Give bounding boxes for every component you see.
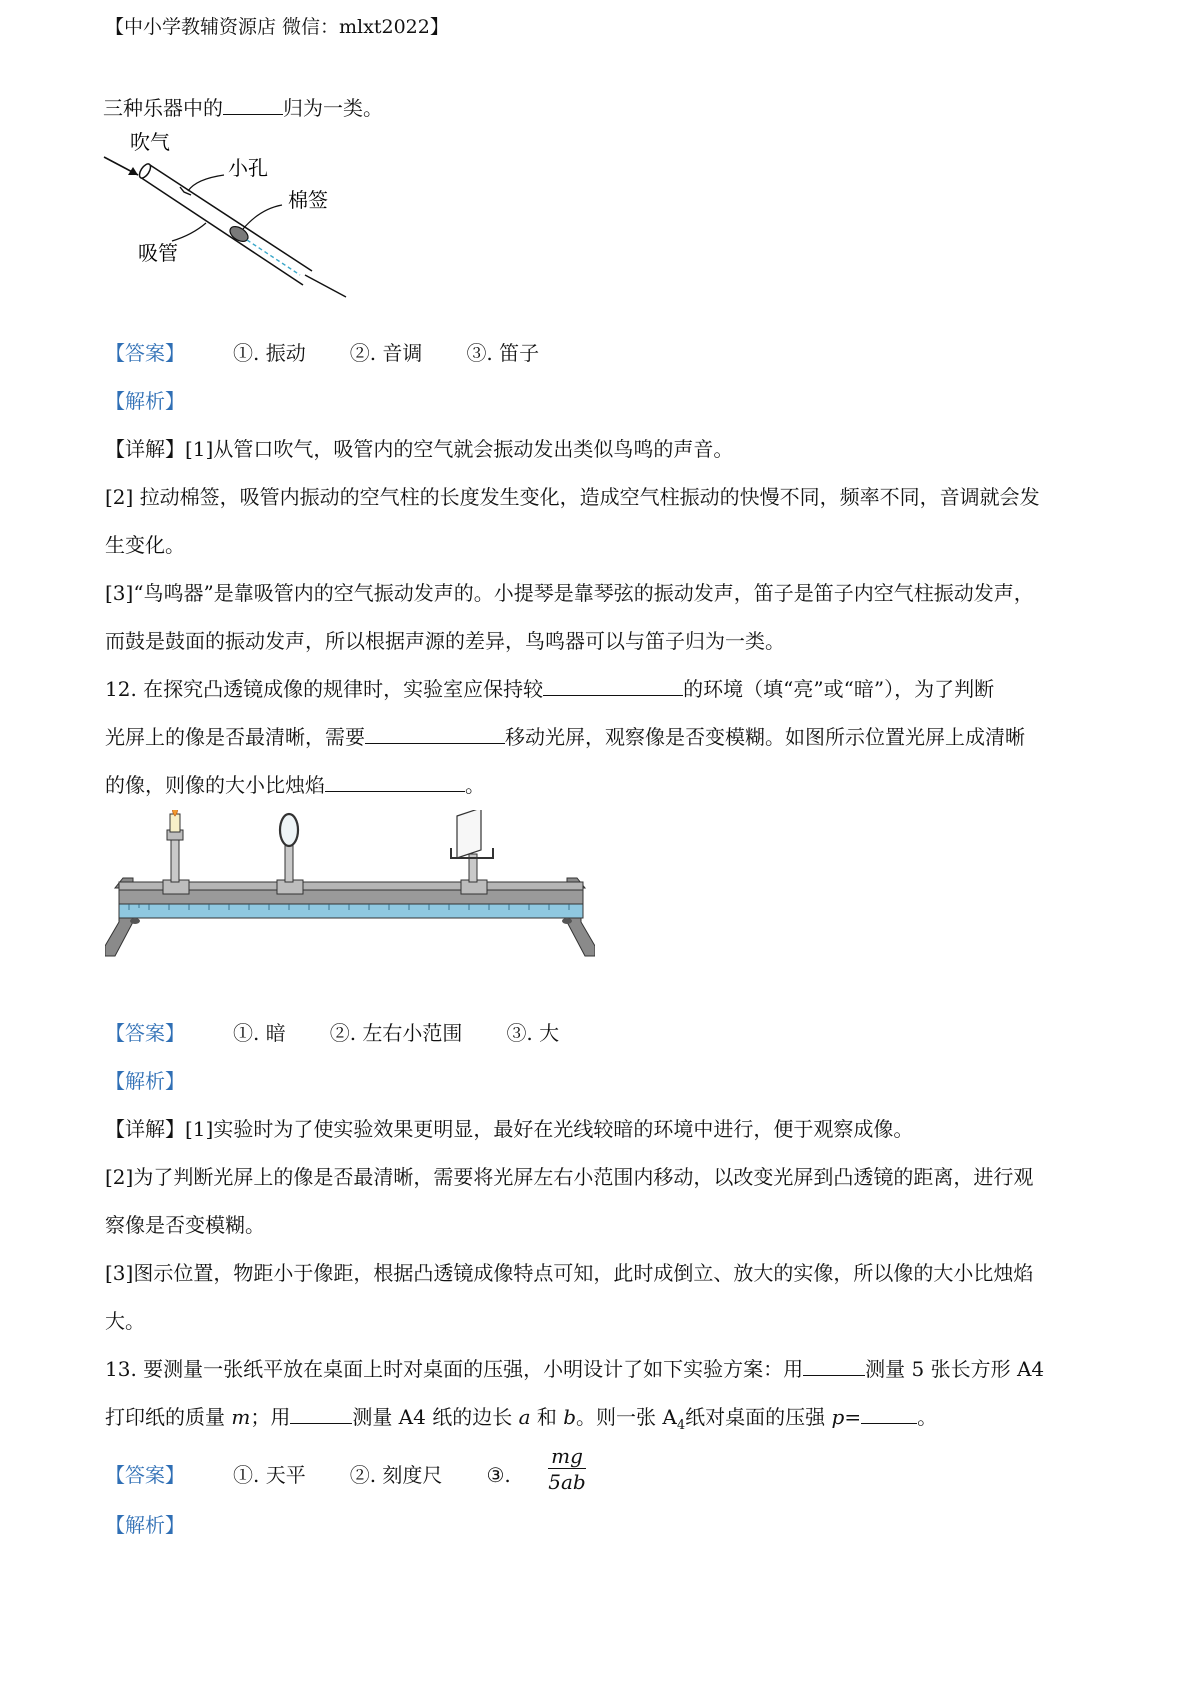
q11-detail-line: [3]“鸟鸣器”是靠吸管内的空气振动发声的。小提琴是靠琴弦的振动发声，笛子是笛子内空气柱振动发声，	[105, 581, 1034, 605]
answer-item: ③. 笛子	[466, 341, 540, 365]
label-straw: 吸管	[138, 241, 178, 265]
var-a: a	[518, 1405, 531, 1429]
q12-question-line	[105, 724, 1025, 750]
q12-detail-line: [2]为了判断光屏上的像是否最清晰，需要将光屏左右小范围内移动，以改变光屏到凸透镜的距离，进行观	[105, 1165, 1034, 1189]
answer-item: ①. 振动	[233, 341, 306, 365]
q12-text: 的环境（填“亮”或“暗”），为了判断	[683, 677, 995, 701]
q13-text: ；用	[250, 1405, 291, 1429]
bird-whistle-figure	[100, 125, 380, 315]
q13-text: 测量 5 张长方形 A4	[865, 1357, 1045, 1381]
q12-detail-line: 大。	[105, 1309, 145, 1333]
q13-text: 13. 要测量一张纸平放在桌面上时对桌面的压强，小明设计了如下实验方案：用	[105, 1357, 804, 1381]
q12-blank-2	[365, 725, 505, 744]
q11-detail-line: [2] 拉动棉签，吸管内振动的空气柱的长度发生变化，造成空气柱振动的快慢不同，频率不同，音调就会发	[105, 485, 1040, 509]
q11-blank	[223, 96, 283, 115]
q12-detail-line: 【详解】[1]实验时为了使实验效果更明显，最好在光线较暗的环境中进行，便于观察成像。	[105, 1117, 914, 1141]
q11-detail-line: 【详解】[1]从管口吹气，吸管内的空气就会振动发出类似鸟鸣的声音。	[105, 437, 734, 461]
q13-answer	[105, 1462, 511, 1488]
label-swab: 棉签	[288, 188, 328, 212]
q12-text: 的像，则像的大小比烛焰	[105, 773, 325, 797]
q12-blank-3	[325, 773, 465, 792]
page-header: 【中小学教辅资源店 微信：mlxt2022】	[105, 16, 449, 38]
q13-analysis-tag: 【解析】	[105, 1513, 185, 1537]
q12-detail-line: 察像是否变模糊。	[105, 1213, 265, 1237]
answer-item: ②. 左右小范围	[329, 1021, 463, 1045]
q12-detail-line: [3]图示位置，物距小于像距，根据凸透镜成像特点可知，此时成倒立、放大的实像，所以像的大小比烛焰	[105, 1261, 1034, 1285]
q12-text: 12. 在探究凸透镜成像的规律时，实验室应保持较	[105, 677, 544, 701]
q13-text: 打印纸的质量	[105, 1405, 232, 1429]
q13-question-line	[105, 1356, 1044, 1382]
q12-analysis-tag: 【解析】	[105, 1069, 185, 1093]
answer-item: ①. 天平	[233, 1463, 306, 1487]
answer-item: ③.	[486, 1463, 511, 1487]
q12-text: 移动光屏，观察像是否变模糊。如图所示位置光屏上成清晰	[505, 725, 1025, 749]
q12-question-line	[105, 772, 485, 798]
var-p: p	[831, 1405, 845, 1429]
answer-fraction	[548, 1444, 586, 1495]
fraction-numerator: mg	[548, 1444, 586, 1469]
answer-item: ①. 暗	[233, 1021, 286, 1045]
q11-detail-line: 而鼓是鼓面的振动发声，所以根据声源的差异，鸟鸣器可以与笛子归为一类。	[105, 629, 785, 653]
q11-question-tail	[103, 95, 383, 121]
var-b: b	[563, 1405, 577, 1429]
label-hole: 小孔	[228, 156, 268, 180]
q13-blank-1	[803, 1357, 865, 1376]
q12-answer	[105, 1020, 559, 1046]
q11-detail-line: 生变化。	[105, 533, 185, 557]
answer-item: ②. 音调	[349, 341, 423, 365]
subscript-4: 4	[676, 1418, 686, 1433]
q13-text: 和	[530, 1405, 564, 1429]
q13-blank-3	[861, 1405, 917, 1424]
q12-blank-1	[543, 677, 683, 696]
q13-text: 。则一张 A	[576, 1405, 677, 1429]
answer-tag: 【答案】	[105, 341, 185, 365]
q11-analysis-tag: 【解析】	[105, 389, 185, 413]
q13-blank-2	[290, 1405, 352, 1424]
answer-item: ③. 大	[506, 1021, 560, 1045]
q13-text: 测量 A4 纸的边长	[352, 1405, 519, 1429]
var-m: m	[231, 1405, 251, 1429]
q11-tail-text: 三种乐器中的	[103, 96, 223, 120]
fraction-denominator: 5ab	[548, 1470, 586, 1494]
q13-text: =	[844, 1405, 862, 1429]
q11-tail-text-2: 归为一类。	[283, 96, 383, 120]
q13-question-line	[105, 1404, 937, 1439]
q12-question-line	[105, 676, 994, 702]
answer-tag: 【答案】	[105, 1463, 185, 1487]
q12-text: 光屏上的像是否最清晰，需要	[105, 725, 365, 749]
answer-tag: 【答案】	[105, 1021, 185, 1045]
q13-text: 。	[917, 1405, 938, 1429]
optical-bench-figure	[105, 810, 595, 970]
q13-text: 纸对桌面的压强	[685, 1405, 832, 1429]
label-blow: 吹气	[130, 130, 170, 154]
q11-answer	[105, 340, 539, 366]
q12-text: 。	[465, 773, 485, 797]
answer-item: ②. 刻度尺	[349, 1463, 443, 1487]
